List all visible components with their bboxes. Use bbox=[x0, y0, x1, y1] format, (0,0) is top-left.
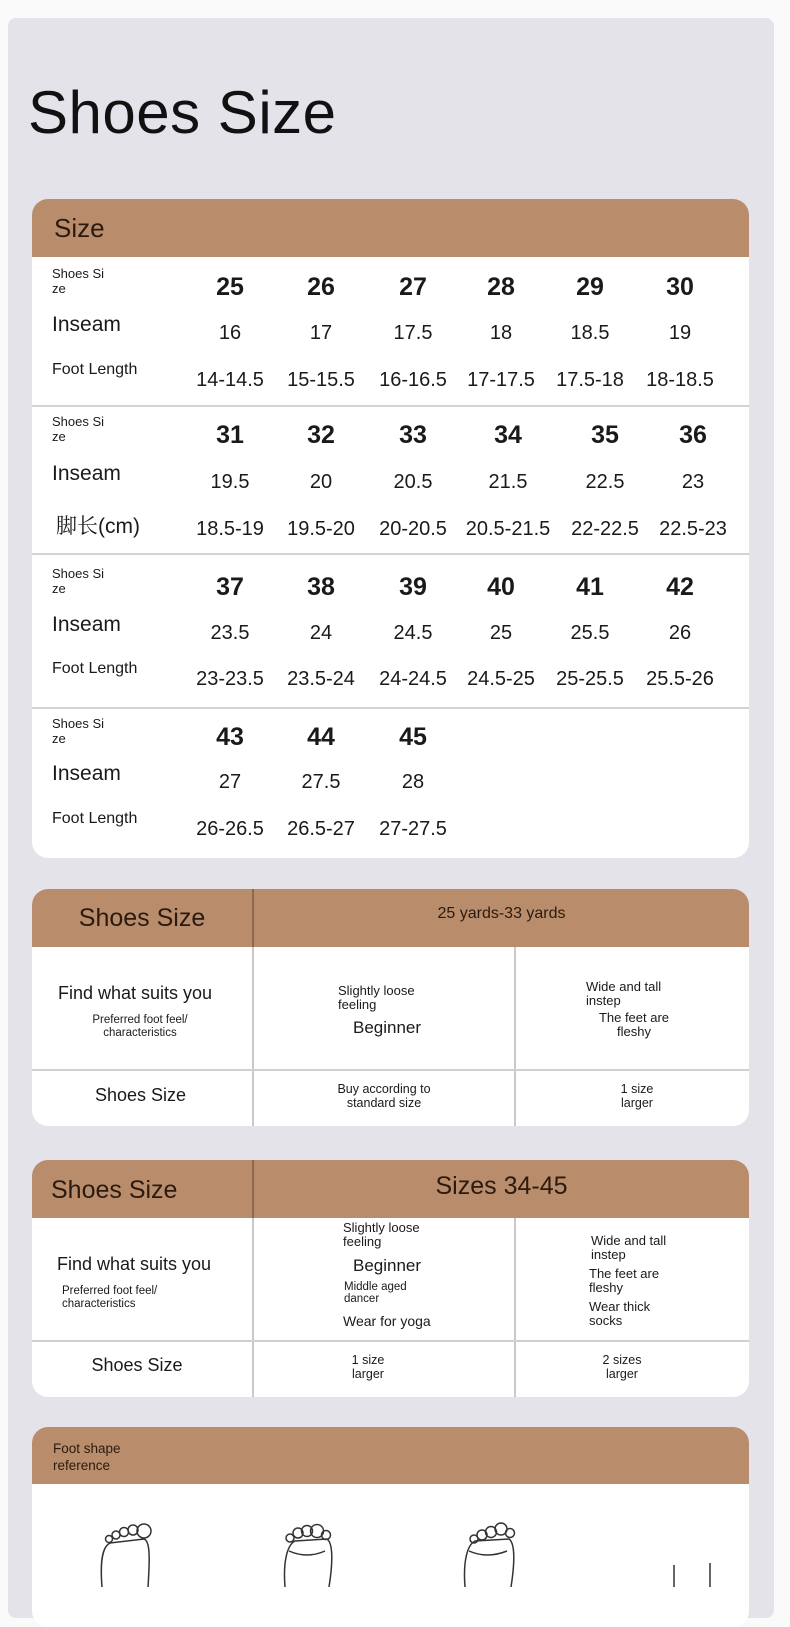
divider bbox=[252, 889, 254, 947]
fit-guide-2-size-rec-1: 1 size larger bbox=[351, 1353, 385, 1381]
fit-guide-2-feel-4: Wear for yoga bbox=[343, 1313, 431, 1329]
inseam-value: 26 bbox=[668, 622, 692, 644]
inseam-value: 24.5 bbox=[393, 622, 433, 644]
fit-guide-2-row-title: Find what suits you bbox=[57, 1254, 212, 1274]
foot-shape-header bbox=[32, 1427, 749, 1484]
shoe-size-value: 30 bbox=[666, 273, 694, 301]
inseam-value: 16 bbox=[218, 322, 242, 344]
foot-length-value: 27-27.5 bbox=[379, 818, 447, 840]
foot-length-value: 23-23.5 bbox=[196, 668, 264, 690]
shoe-size-label: Shoes Si ze bbox=[52, 414, 105, 444]
inseam-label: Inseam bbox=[52, 613, 121, 636]
fit-guide-1-size-rec-1: Buy according to standard size bbox=[337, 1082, 431, 1110]
size-table bbox=[32, 199, 749, 858]
shoe-size-value: 36 bbox=[679, 421, 707, 449]
divider bbox=[252, 947, 254, 1126]
shoe-size-label: Shoes Si ze bbox=[52, 566, 105, 596]
inseam-label: Inseam bbox=[52, 762, 121, 785]
fit-guide-2-size-title: Shoes Size bbox=[91, 1355, 183, 1375]
divider bbox=[252, 1160, 254, 1218]
foot-length-label: 脚长(cm) bbox=[56, 515, 140, 538]
shoe-size-value: 45 bbox=[399, 723, 427, 751]
roman-foot-icon bbox=[277, 1517, 347, 1587]
size-table-header-label: Size bbox=[54, 213, 105, 243]
shoe-size-value: 25 bbox=[216, 273, 244, 301]
inseam-value: 23.5 bbox=[210, 622, 250, 644]
inseam-value: 27 bbox=[218, 771, 242, 793]
foot-length-value: 18-18.5 bbox=[646, 369, 714, 391]
divider bbox=[32, 1069, 749, 1071]
inseam-value: 19 bbox=[668, 322, 692, 344]
inseam-value: 18.5 bbox=[570, 322, 610, 344]
fit-guide-2-feel-2: Beginner bbox=[353, 1256, 422, 1275]
foot-length-value: 15-15.5 bbox=[287, 369, 355, 391]
inseam-value: 28 bbox=[401, 771, 425, 793]
fit-guide-1-trait-2: The feet are fleshy bbox=[598, 1010, 670, 1039]
inseam-label: Inseam bbox=[52, 462, 121, 485]
shoe-size-value: 43 bbox=[216, 723, 244, 751]
foot-length-value: 25-25.5 bbox=[556, 668, 624, 690]
shoe-size-value: 31 bbox=[216, 421, 244, 449]
foot-length-value: 24-24.5 bbox=[379, 668, 447, 690]
foot-length-label: Foot Length bbox=[52, 361, 138, 378]
page-title: Shoes Size bbox=[28, 79, 337, 146]
shoe-size-value: 33 bbox=[399, 421, 427, 449]
greek-foot-icon bbox=[457, 1517, 527, 1587]
divider bbox=[252, 1218, 254, 1397]
inseam-value: 27.5 bbox=[301, 771, 341, 793]
foot-length-value: 18.5-19 bbox=[196, 518, 264, 540]
foot-length-label: Foot Length bbox=[52, 660, 138, 677]
shoe-size-value: 35 bbox=[591, 421, 619, 449]
shoe-size-value: 26 bbox=[307, 273, 335, 301]
foot-length-value: 26.5-27 bbox=[287, 818, 355, 840]
fit-guide-1-feel-1: Slightly loose feeling bbox=[338, 983, 415, 1012]
fit-guide-table-1 bbox=[32, 889, 749, 1126]
shoe-size-value: 28 bbox=[487, 273, 515, 301]
foot-shape-reference bbox=[32, 1427, 749, 1627]
shoe-size-value: 32 bbox=[307, 421, 335, 449]
inseam-value: 22.5 bbox=[585, 471, 625, 493]
foot-length-value: 22-22.5 bbox=[571, 518, 639, 540]
fit-guide-1-header-right: 25 yards-33 yards bbox=[437, 905, 566, 922]
foot-length-value: 24.5-25 bbox=[467, 668, 535, 690]
shoe-size-value: 44 bbox=[307, 723, 335, 751]
size-table-header bbox=[32, 199, 749, 257]
foot-side-icon bbox=[662, 1547, 722, 1587]
shoe-size-label: Shoes Si ze bbox=[52, 716, 105, 746]
fit-guide-2-header-right: Sizes 34-45 bbox=[435, 1172, 568, 1200]
foot-length-value: 22.5-23 bbox=[659, 518, 727, 540]
fit-guide-1-trait-1: Wide and tall instep bbox=[586, 979, 662, 1008]
shoe-size-value: 29 bbox=[576, 273, 604, 301]
divider bbox=[514, 947, 516, 1126]
shoe-size-value: 42 bbox=[666, 573, 694, 601]
fit-guide-1-size-rec-2: 1 size larger bbox=[620, 1082, 654, 1110]
inseam-value: 20.5 bbox=[393, 471, 433, 493]
size-block bbox=[32, 709, 749, 858]
size-block bbox=[32, 555, 749, 709]
inseam-value: 25.5 bbox=[570, 622, 610, 644]
inseam-value: 17.5 bbox=[393, 322, 433, 344]
inseam-value: 19.5 bbox=[210, 471, 250, 493]
egyptian-foot-icon bbox=[92, 1517, 162, 1587]
inseam-value: 20 bbox=[309, 471, 333, 493]
size-block bbox=[32, 407, 749, 555]
fit-guide-table-2 bbox=[32, 1160, 749, 1397]
foot-length-value: 26-26.5 bbox=[196, 818, 264, 840]
fit-guide-2-size-rec-2: 2 sizes larger bbox=[602, 1353, 642, 1381]
foot-length-value: 20-20.5 bbox=[379, 518, 447, 540]
fit-guide-2-trait-2: The feet are fleshy bbox=[589, 1266, 660, 1295]
fit-guide-1-feel-2: Beginner bbox=[353, 1018, 422, 1037]
fit-guide-2-row-subtitle: Preferred foot feel/ characteristics bbox=[62, 1285, 158, 1310]
foot-length-value: 19.5-20 bbox=[287, 518, 355, 540]
fit-guide-2-feel-3: Middle aged dancer bbox=[344, 1281, 407, 1305]
inseam-value: 18 bbox=[489, 322, 513, 344]
fit-guide-1-header bbox=[32, 889, 749, 947]
fit-guide-2-feel-1: Slightly loose feeling bbox=[343, 1220, 420, 1249]
foot-length-value: 25.5-26 bbox=[646, 668, 714, 690]
shoe-size-value: 38 bbox=[307, 573, 335, 601]
inseam-value: 24 bbox=[309, 622, 333, 644]
shoe-size-value: 37 bbox=[216, 573, 244, 601]
divider bbox=[514, 1218, 516, 1397]
fit-guide-1-row-subtitle: Preferred foot feel/ characteristics bbox=[92, 1014, 188, 1039]
fit-guide-2-header-left: Shoes Size bbox=[51, 1176, 178, 1204]
fit-guide-1-row-title: Find what suits you bbox=[58, 983, 213, 1003]
shoe-size-value: 40 bbox=[487, 573, 515, 601]
fit-guide-2-trait-1: Wide and tall instep bbox=[591, 1233, 667, 1262]
shoe-size-value: 34 bbox=[494, 421, 522, 449]
foot-length-label: Foot Length bbox=[52, 810, 138, 827]
divider bbox=[32, 1340, 749, 1342]
shoe-size-value: 41 bbox=[576, 573, 604, 601]
foot-length-value: 20.5-21.5 bbox=[465, 518, 551, 540]
shoe-size-label: Shoes Si ze bbox=[52, 266, 105, 296]
fit-guide-1-size-title: Shoes Size bbox=[94, 1085, 187, 1105]
inseam-value: 25 bbox=[489, 622, 513, 644]
foot-length-value: 23.5-24 bbox=[287, 668, 355, 690]
foot-length-value: 17-17.5 bbox=[467, 369, 535, 391]
shoe-size-value: 39 bbox=[399, 573, 427, 601]
fit-guide-2-header bbox=[32, 1160, 749, 1218]
size-block bbox=[32, 257, 749, 407]
fit-guide-2-trait-3: Wear thick socks bbox=[589, 1299, 651, 1328]
inseam-label: Inseam bbox=[52, 313, 121, 336]
inseam-value: 17 bbox=[309, 322, 333, 344]
foot-length-value: 16-16.5 bbox=[379, 369, 447, 391]
foot-length-value: 14-14.5 bbox=[196, 369, 264, 391]
foot-shape-header-label: Foot shape reference bbox=[53, 1441, 121, 1473]
inseam-value: 23 bbox=[681, 471, 705, 493]
foot-length-value: 17.5-18 bbox=[556, 369, 624, 391]
inseam-value: 21.5 bbox=[488, 471, 528, 493]
shoe-size-value: 27 bbox=[399, 273, 427, 301]
fit-guide-1-header-left: Shoes Size bbox=[78, 904, 206, 932]
